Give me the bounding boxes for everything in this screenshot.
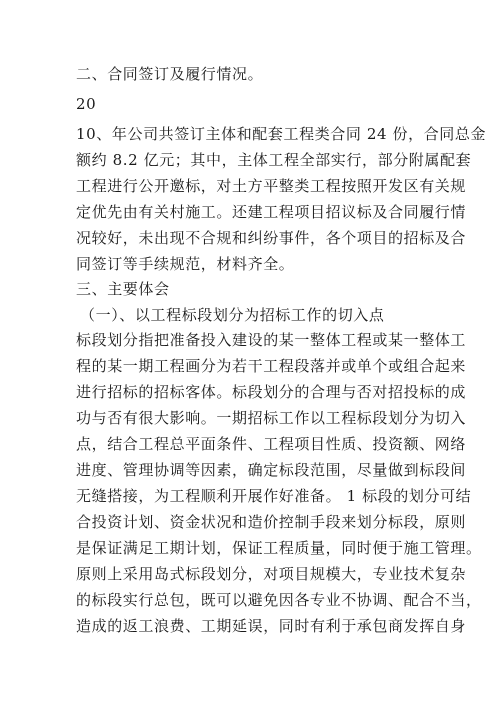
paragraph-line: 原则上采用岛式标段划分，对项目规模大，专业技术复杂 — [76, 565, 467, 583]
paragraph-line: 程的某一期工程画分为若干工程段落并或单个或组合起来 — [76, 357, 467, 375]
paragraph-line: 造成的返工浪费、工期延误，同时有利于承包商发挥自身 — [76, 617, 467, 635]
paragraph-line: 定优先由有关村施工。还建工程项目招议标及合同履行情 — [76, 203, 467, 221]
paragraph-line: 同签订等手续规范，材料齐全。 — [76, 255, 295, 273]
paragraph-line: 标段划分指把准备投入建设的某一整体工程或某一整体工 — [76, 331, 467, 349]
paragraph-line: 10、年公司共签订主体和配套工程类合同 24 份，合同总金 — [76, 125, 487, 143]
paragraph-line: 额约 8.2 亿元；其中，主体工程全部实行，部分附属配套 — [76, 151, 472, 169]
section-heading-main-insights: 三、主要体会 — [76, 280, 170, 298]
paragraph-line: 进行招标的招标客体。标段划分的合理与否对招投标的成 — [76, 383, 467, 401]
paragraph-line: 20 — [76, 95, 97, 113]
paragraph-line: 功与否有很大影响。一期招标工作以工程标段划分为切入 — [76, 409, 467, 427]
paragraph-line: 况较好，未出现不合规和纠纷事件，各个项目的招标及合 — [76, 229, 467, 247]
paragraph-line: 是保证满足工期计划，保证工程质量，同时便于施工管理。 — [76, 539, 482, 557]
paragraph-line: 合投资计划、资金状况和造价控制手段来划分标段，原则 — [76, 513, 467, 531]
paragraph-line: 点，结合工程总平面条件、工程项目性质、投资额、网络 — [76, 435, 467, 453]
paragraph-line: 工程进行公开邀标，对土方平整类工程按照开发区有关规 — [76, 177, 467, 195]
section-heading-contract-status: 二、合同签订及履行情况。 — [76, 65, 264, 83]
paragraph-line: 进度、管理协调等因素，确定标段范围，尽量做到标段间 — [76, 461, 467, 479]
paragraph-line: 的标段实行总包，既可以避免因各专业不协调、配合不当， — [76, 591, 482, 609]
subsection-heading: （一）、以工程标段划分为招标工作的切入点 — [80, 306, 385, 324]
paragraph-line: 无缝搭接，为工程顺利开展作好准备。 1 标段的划分可结 — [76, 487, 472, 505]
